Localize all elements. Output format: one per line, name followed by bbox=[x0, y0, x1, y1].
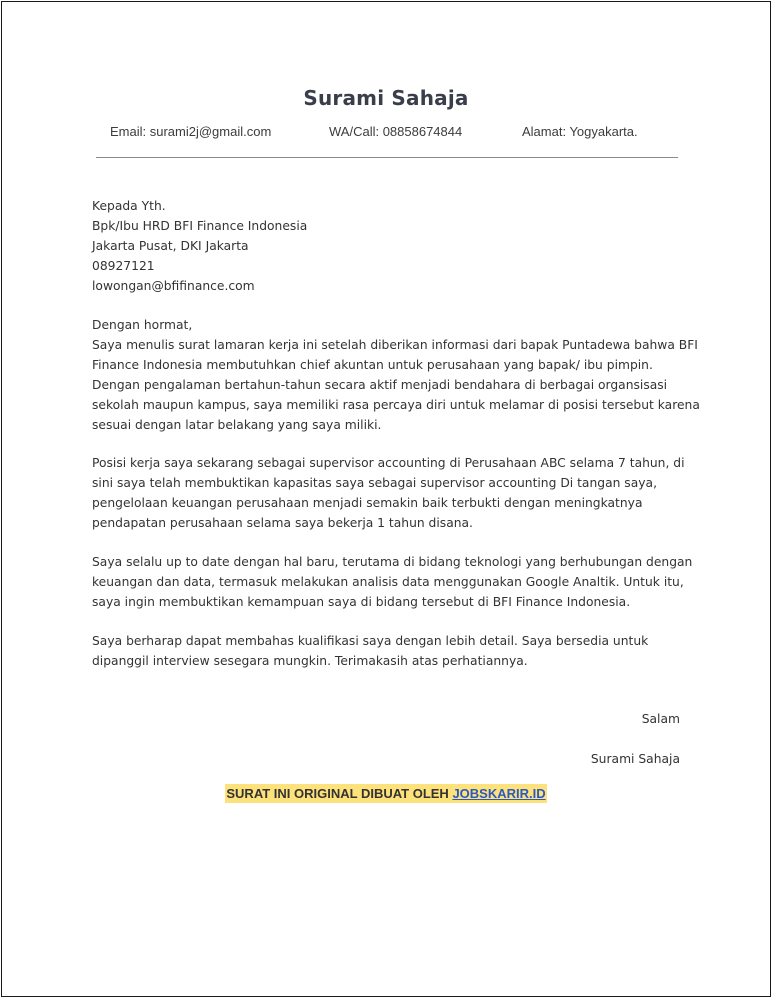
paragraph-line: saya ingin membuktikan kemampuan saya di bidang tersebut di BFI Finance Indonesia. bbox=[92, 595, 631, 609]
body-paragraph-4 bbox=[92, 631, 690, 671]
recipient-line: lowongan@bfifinance.com bbox=[92, 279, 255, 293]
signature-name: Surami Sahaja bbox=[590, 752, 680, 766]
body-paragraph-2 bbox=[92, 453, 690, 533]
sender-phone: WA/Call: 08858674844 bbox=[329, 124, 463, 139]
paragraph-line: sini saya telah membuktikan kapasitas saya sebagai supervisor accounting Di tangan saya, bbox=[92, 476, 657, 490]
paragraph-line: pengelolaan keuangan perusahaan menjadi semakin baik terbukti dengan meningkatnya bbox=[92, 496, 643, 510]
header-divider bbox=[96, 157, 678, 158]
body-paragraph-3 bbox=[92, 552, 693, 612]
banner-highlight bbox=[225, 784, 546, 803]
sender-address: Alamat: Yogyakarta. bbox=[522, 124, 638, 139]
sender-email: Email: surami2j@gmail.com bbox=[110, 124, 272, 139]
banner-text: SURAT INI ORIGINAL DIBUAT OLEH bbox=[226, 786, 453, 801]
paragraph-line: sekolah maupun kampus, saya memiliki rasa percaya diri untuk melamar di posisi tersebut karena bbox=[92, 398, 700, 412]
recipient-line: Kepada Yth. bbox=[92, 199, 166, 213]
paragraph-line: dipanggil interview sesegara mungkin. Terimakasih atas perhatiannya. bbox=[92, 654, 528, 668]
paragraph-line: Saya menulis surat lamaran kerja ini setelah diberikan informasi dari bapak Puntadewa bahwa BFI bbox=[92, 338, 698, 352]
paragraph-line: Finance Indonesia membutuhkan chief akuntan untuk perusahaan yang bapak/ ibu pimpin. bbox=[92, 358, 653, 372]
paragraph-line: Posisi kerja saya sekarang sebagai supervisor accounting di Perusahaan ABC selama 7 tahun, di bbox=[92, 456, 685, 470]
paragraph-line: Dengan hormat, bbox=[92, 318, 193, 332]
recipient-line: Jakarta Pusat, DKI Jakarta bbox=[92, 239, 249, 253]
sender-name: Surami Sahaja bbox=[303, 86, 469, 110]
closing-salutation: Salam bbox=[641, 712, 680, 726]
body-paragraph-1 bbox=[92, 315, 700, 435]
recipient-line: 08927121 bbox=[92, 259, 155, 273]
footer-banner bbox=[0, 786, 772, 801]
paragraph-line: Dengan pengalaman bertahun-tahun secara aktif menjadi bendahara di berbagai organsisasi bbox=[92, 378, 668, 392]
paragraph-line: pendapatan perusahaan selama saya bekerja 1 tahun disana. bbox=[92, 516, 473, 530]
banner-link[interactable]: JOBSKARIR.ID bbox=[452, 786, 546, 801]
paragraph-line: Saya selalu up to date dengan hal baru, terutama di bidang teknologi yang berhubungan dengan bbox=[92, 555, 693, 569]
paragraph-line: sesuai dengan latar belakang yang saya miliki. bbox=[92, 418, 382, 432]
paragraph-line: keuangan dan data, termasuk melakukan analisis data menggunakan Google Analtik. Untuk itu, bbox=[92, 575, 684, 589]
recipient-line: Bpk/Ibu HRD BFI Finance Indonesia bbox=[92, 219, 308, 233]
paragraph-line: Saya berharap dapat membahas kualifikasi saya dengan lebih detail. Saya bersedia untuk bbox=[92, 634, 649, 648]
recipient-block bbox=[92, 196, 690, 296]
